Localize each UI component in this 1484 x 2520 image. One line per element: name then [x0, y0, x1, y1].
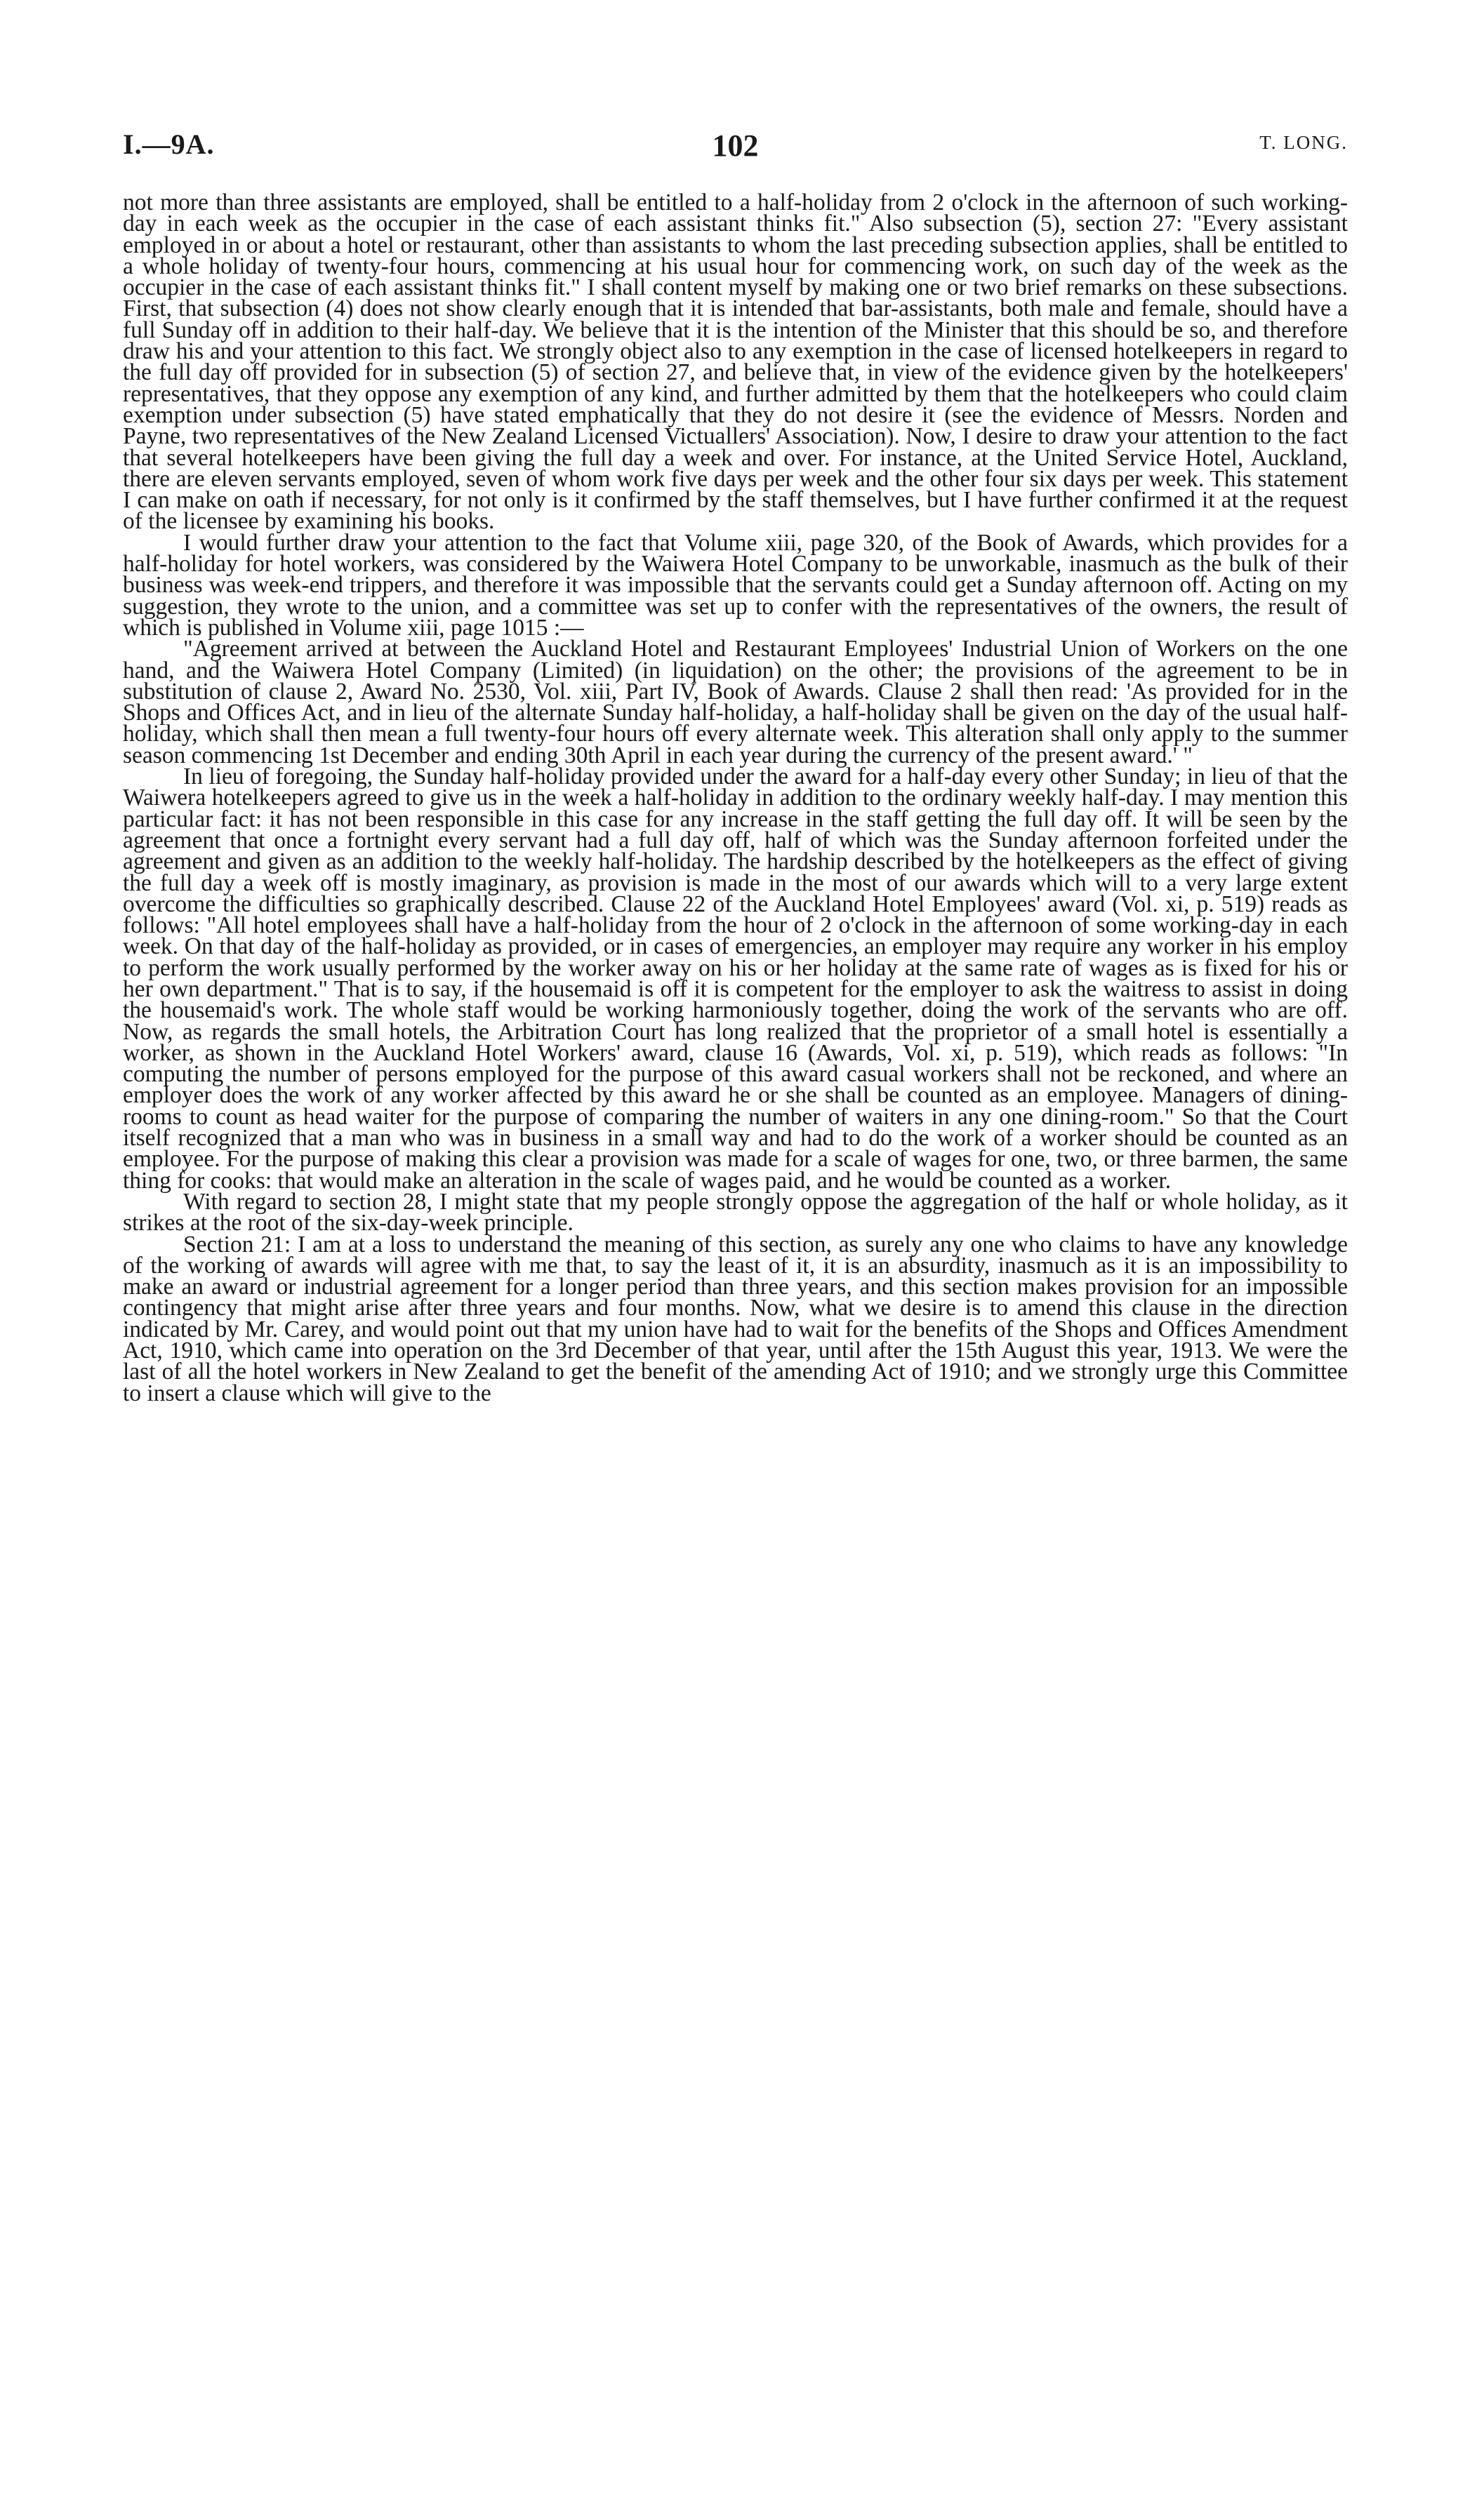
quoted-agreement: "Agreement arrived at between the Auckland Hotel and Restaurant Employees' Industrial Union of Workers on the one hand, and the Waiwera Hotel Company (Limited) (in liquidation) on the other; the provisions of the agreement to be in substitution of clause 2, Award No. 2530, Vol. xiii, Part IV, Book of Awards. Clause 2 shall then read: 'As provided for in the Shops and Offices Act, and in lieu of the alternate Sunday half-holiday, a half-holiday shall be given on the day of the usual half-holiday, which shall then mean a full twenty-four hours off every alternate week. This alteration shall only apply to the summer season commencing 1st December and ending 30th April in each year during the currency of the present award.' " — [123, 636, 1348, 768]
page-number: 102 — [712, 128, 759, 163]
paragraph: With regard to section 28, I might state that my people strongly oppose the aggregation of the half or whole holiday, as it strikes at the root of the six-day-week principle. — [123, 1188, 1348, 1236]
page-header — [123, 128, 1348, 170]
paragraph-continuation: not more than three assistants are employed, shall be entitled to a half-holiday from 2 o'clock in the afternoon of such working-day in each week as the occupier in the case of each assistant thinks fit." Also subsection (5), section 27: "Every assistant employed in or about a hotel or restaurant, other than assistants to whom the last preceding subsection applies, shall be entitled to a whole holiday of twenty-four hours, commencing at his usual hour for commencing work, on such day of the week as the occupier in the case of each assistant thinks fit." I shall content myself by making one or two brief remarks on these subsections. First, that subsection (4) does not show clearly enough that it is intended that bar-assistants, both male and female, should have a full Sunday off in addition to their half-day. We believe that it is the intention of the Minister that this should be so, and therefore draw his and your attention to this fact. We strongly object also to any exemption in the case of licensed hotelkeepers in regard to the full day off provided for in subsection (5) of section 27, and believe that, in view of the evidence given by the hotelkeepers' representatives, that they oppose any exemption of any kind, and further admitted by them that the hotelkeepers who could claim exemption under subsection (5) have stated emphatically that they do not desire it (see the evidence of Messrs. Norden and Payne, two representatives of the New Zealand Licensed Victuallers' Association). Now, I desire to draw your attention to the fact that several hotelkeepers have been giving the full day a week and over. For instance, at the United Service Hotel, Auckland, there are eleven servants employed, seven of whom work five days per week and the other four six days per week. This statement I can make on oath if necessary, for not only is it confirmed by the staff themselves, but I have further confirmed it at the request of the licensee by examining his books. — [123, 189, 1348, 535]
speaker-name: T. LONG. — [1259, 132, 1348, 153]
paragraph: I would further draw your attention to the fact that Volume xiii, page 320, of the Book of Awards, which provides for a half-holiday for hotel workers, was considered by the Waiwera Hotel Company to be unworkable, inasmuch as the bulk of their business was week-end trippers, and therefore it was impossible that the servants could get a Sunday afternoon off. Acting on my suggestion, they wrote to the union, and a committee was set up to confer with the representatives of the owners, the result of which is published in Volume xiii, page 1015 :— — [123, 529, 1348, 641]
paragraph: Section 21: I am at a loss to understand the meaning of this section, as surely any one who claims to have any knowledge of the working of awards will agree with me that, to say the least of it, it is an absurdity, inasmuch as it is an impossibility to make an award or industrial agreement for a longer period than three years, and this section makes provision for an impossible contingency that might arise after three years and four months. Now, what we desire is to amend this clause in the direction indicated by Mr. Carey, and would point out that my union have had to wait for the benefits of the Shops and Offices Amendment Act, 1910, which came into operation on the 3rd December of that year, until after the 15th August this year, 1913. We were the last of all the hotel workers in New Zealand to get the benefit of the amending Act of 1910; and we strongly urge this Committee to insert a clause which will give to the — [123, 1231, 1348, 1406]
document-reference: I.—9A. — [123, 128, 215, 160]
paragraph: In lieu of foregoing, the Sunday half-holiday provided under the award for a half-day every other Sunday; in lieu of that the Waiwera hotelkeepers agreed to give us in the week a half-holiday in addition to the ordinary weekly half-day. I may mention this particular fact: it has not been responsible in this case for any increase in the staff getting the full day off. It will be seen by the agreement that once a fortnight every servant had a full day off, half of which was the Sunday afternoon forfeited under the agreement and given as an addition to the weekly half-holiday. The hardship described by the hotelkeepers as the effect of giving the full day a week off is mostly imaginary, as provision is made in the most of our awards which will to a very large extent overcome the difficulties so graphically described. Clause 22 of the Auckland Hotel Employees' award (Vol. xi, p. 519) reads as follows: "All hotel employees shall have a half-holiday from the hour of 2 o'clock in the afternoon of some working-day in each week. On that day of the half-holiday as provided, or in cases of emergencies, an employer may require any worker in his employ to perform the work usually performed by the worker away on his or her holiday at the same rate of wages as is fixed for his or her own department." That is to say, if the housemaid is off it is competent for the employer to ask the waitress to assist in doing the housemaid's work. The whole staff would be working harmoniously together, doing the work of the servants who are off. Now, as regards the small hotels, the Arbitration Court has long realized that the proprietor of a small hotel is essentially a worker, as shown in the Auckland Hotel Workers' award, clause 16 (Awards, Vol. xi, p. 519), which reads as follows: "In computing the number of persons employed for the purpose of this award casual workers shall not be reckoned, and where an employer does the work of any worker affected by this award he or she shall be counted as an employee. Managers of dining-rooms to count as head waiter for the purpose of comparing the number of waiters in any one dining-room." So that the Court itself recognized that a man who was in business in a small way and had to do the work of a worker should be counted as an employee. For the purpose of making this clear a provision was made for a scale of wages for one, two, or three barmen, the same thing for cooks: that would make an alteration in the scale of wages paid, and he would be counted as a worker. — [123, 764, 1348, 1194]
body-text — [123, 189, 1348, 1406]
